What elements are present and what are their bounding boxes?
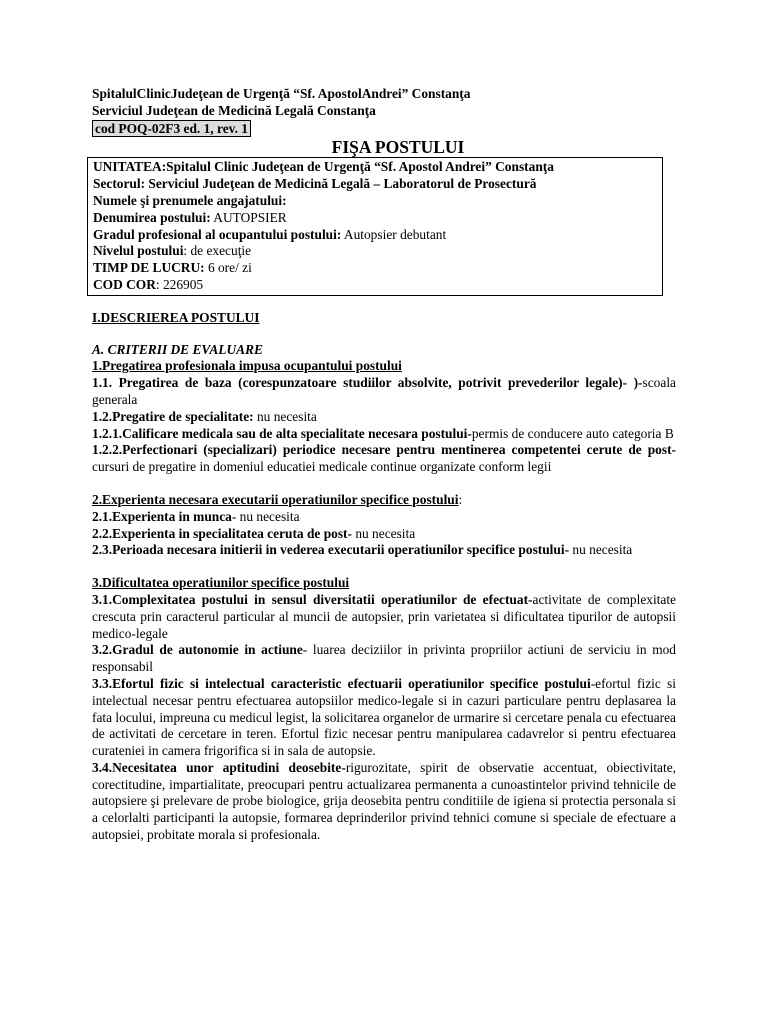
item-label: 3.3.Efortul fizic si intelectual caracteristic efectuarii operatiunilor specifice postului — [92, 675, 591, 691]
item-label: 1.2.Pregatire de specialitate: — [92, 408, 254, 424]
job-title-label: Denumirea postului: — [93, 209, 211, 225]
item-value: nu necesita — [569, 542, 633, 558]
grade-row — [93, 227, 656, 244]
page-title: FIŞA POSTULUI — [331, 137, 465, 158]
item-label: 2.2.Experienta in specialitatea ceruta de post- — [92, 525, 352, 541]
item-1-1 — [92, 375, 676, 409]
level-label: Nivelul postului — [93, 243, 184, 259]
job-title-value: AUTOPSIER — [210, 209, 287, 225]
item-1-2-2 — [92, 442, 676, 476]
job-title-row — [93, 210, 656, 227]
grade-label: Gradul profesional al ocupantului postului: — [93, 226, 342, 242]
item-3-4 — [92, 760, 676, 844]
item-label: 3.1.Complexitatea postului in sensul diversitatii operatiunilor de efectuat- — [92, 591, 533, 607]
service-name: Serviciul Judeţean de Medicină Legală Constanţa — [92, 102, 376, 118]
item-1-2-1 — [92, 426, 676, 443]
document-code: cod POQ-02F3 ed. 1, rev. 1 — [92, 120, 251, 137]
criteria-heading: A. CRITERII DE EVALUARE — [92, 341, 263, 357]
job-info-box — [87, 157, 663, 295]
item-value: - nu necesita — [231, 508, 300, 524]
unit-field: UNITATEA:Spitalul Clinic Judeţean de Urgenţă “Sf. Apostol Andrei” Constanţa — [93, 159, 554, 175]
item-value: nu necesita — [253, 408, 317, 424]
item-2-3 — [92, 542, 676, 559]
item-value: scoala generala — [92, 375, 676, 407]
item-3-1 — [92, 592, 676, 642]
level-value: : de execuţie — [183, 243, 252, 259]
item-2-2 — [92, 526, 676, 543]
item-value: permis de conducere auto categoria B — [471, 425, 674, 441]
hospital-name: SpitalulClinicJudeţean de Urgenţă “Sf. ApostolAndrei” Constanţa — [92, 86, 471, 101]
employee-name-field: Numele şi prenumele angajatului: — [93, 192, 287, 208]
item-label: 3.4.Necesitatea unor aptitudini deosebite- — [92, 759, 346, 775]
item-value: cursuri de pregatire in domeniul educatiei medicale continue organizate conform legii — [92, 459, 552, 475]
subsection-1-heading: 1.Pregatirea profesionala impusa ocupantului postului — [92, 358, 402, 374]
work-time-value: 6 ore/ zi — [204, 260, 252, 276]
work-time-row — [93, 260, 656, 277]
item-2-1 — [92, 509, 676, 526]
item-value: activitate de complexitate crescuta prin caracterul particular al muncii de autopsier, prin varietatea si dificultatea tipurilor de autopsii medico-legale — [92, 591, 677, 641]
colon: : — [458, 491, 463, 507]
item-3-2 — [92, 642, 676, 676]
item-3-3 — [92, 676, 676, 760]
subsection-2-title: 2.Experienta necesara executarii operatiunilor specifice postului — [92, 491, 459, 507]
item-label: 2.3.Perioada necesara initierii in vederea executarii operatiunilor specifice postului- — [92, 542, 570, 558]
document-header — [92, 86, 676, 137]
section-heading: I.DESCRIEREA POSTULUI — [92, 309, 260, 325]
item-label: 2.1.Experienta in munca — [92, 508, 232, 524]
grade-value: Autopsier debutant — [341, 226, 447, 242]
level-row — [93, 243, 656, 260]
sector-field: Sectorul: Serviciul Judeţean de Medicină Legală – Laboratorul de Prosectură — [93, 176, 537, 192]
cor-code-value: : 226905 — [155, 276, 204, 292]
item-label: 1.2.2.Perfectionari (specializari) periodice necesare pentru mentinerea competentei cerute de post- — [92, 442, 676, 458]
item-value: rigurozitate, spirit de observatie accentuat, obiectivitate, corectitudine, impartialitate, preocupari pentru actualizarea permanenta a cunoastintelor privind tehnicile de autopsiere şi prelevare de probe biologice, grija deosebita pentru conditiile de igiena si protectia personala si a celorlalti participanti la autopsie, formarea deprinderilor privind tehnici comune si speciale de efectuare a autopsiei, probitate morala si profesionala. — [92, 759, 676, 843]
item-value: - luarea deciziilor in privinta propriilor actiuni de serviciu in mod responsabil — [92, 642, 676, 675]
work-time-label: TIMP DE LUCRU: — [93, 260, 205, 276]
item-label: 1.1. Pregatirea de baza (corespunzatoare studiilor absolvite, potrivit prevederilor legale)- )- — [92, 375, 643, 391]
item-label: 1.2.1.Calificare medicala sau de alta specialitate necesara postului- — [92, 425, 472, 441]
item-value: nu necesita — [351, 525, 416, 541]
cor-code-row — [93, 277, 656, 294]
subsection-2-heading — [92, 492, 676, 509]
item-label: 3.2.Gradul de autonomie in actiune — [92, 642, 303, 658]
cor-code-label: COD COR — [93, 276, 156, 292]
item-value: -efortul fizic si intelectual necesar pentru efectuarea autopsiilor medico-legale si in cazuri particulare pentru deplasarea la fata locului, impreuna cu medicul legist, la solicitarea organelor de urmarire si cercetare penala cu efectuarea de activitati de cercetare in teren. Efortul fizic necesar pentru manipularea cadavrelor si pentru efectuarea curateniei in camera frigorifica si in sala de autopsie. — [92, 675, 676, 759]
subsection-3-heading: 3.Dificultatea operatiunilor specifice postului — [92, 575, 350, 591]
document-page — [92, 86, 676, 844]
item-1-2 — [92, 409, 676, 426]
